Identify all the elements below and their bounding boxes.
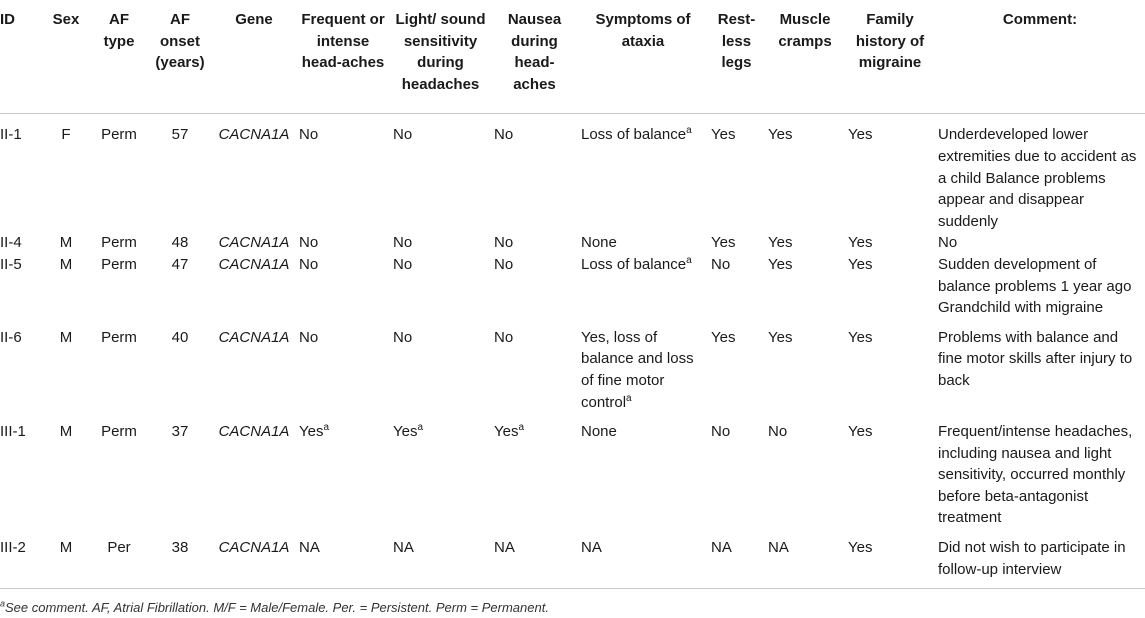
cell-sex: F [61,126,71,144]
col-header-cramps: Muscle cramps [765,0,845,114]
col-header-light-sound: Light/ sound sensitivity during headaches [390,0,491,114]
cell-af-onset: 37 [171,423,189,441]
cell-sex: M [42,529,90,589]
cell-id: II-5 [0,255,22,273]
cell-nausea: Yes$^a$ [494,422,525,441]
cell-ataxia: Yes, loss of balance and loss of fine motor control$^a$ [581,328,694,411]
cell-id: III-2 [0,529,42,589]
cell-ataxia: None [581,423,617,441]
cell-restless: No [711,255,731,273]
cell-cramps: No [768,423,788,441]
cell-ataxia: Loss of balance$^a$ [581,254,692,273]
cell-af-type: Per [90,529,148,589]
cell-sex: M [59,234,73,252]
col-header-gene: Gene [212,0,296,114]
table-row [0,114,1145,232]
cell-af-onset: 38 [148,529,212,589]
cell-af-onset: 47 [171,255,189,273]
col-header-family: Family history of migraine [845,0,935,114]
cell-comment: Frequent/intense headaches, including nausea and light sensitivity, occurred monthly before beta-antagonist treatment [938,423,1133,527]
cell-light-sound: No [393,328,413,346]
cell-nausea: No [494,328,514,346]
cell-cramps: Yes [768,126,793,144]
cell-headaches: No [299,328,319,346]
cell-family: Yes [848,328,873,346]
cell-sex: M [59,328,73,346]
cell-restless: NA [708,529,765,589]
footnote-marker: a [0,598,6,609]
cell-restless: Yes [711,234,736,252]
cell-gene: CACNA1A [218,255,290,273]
col-header-comment: Comment: [935,0,1145,114]
table-row [0,529,1145,589]
cell-af-type: Perm [101,423,137,441]
cell-af-type: Perm [101,328,137,346]
cell-nausea: NA [491,529,578,589]
cell-cramps: Yes [768,328,793,346]
cell-comment: No [938,234,958,252]
col-header-ataxia: Symptoms of ataxia [578,0,708,114]
cell-restless: No [711,423,731,441]
cell-sex: M [59,423,73,441]
cell-af-onset: 40 [171,328,189,346]
cell-headaches: NA [296,529,390,589]
header-row [0,0,1145,114]
col-header-id: ID [0,0,42,114]
col-header-af-type: AF type [90,0,148,114]
cell-family: Yes [848,423,873,441]
col-header-restless: Rest-less legs [708,0,765,114]
cell-ataxia: None [581,234,617,252]
cell-id: III-1 [0,423,26,441]
cell-comment: Problems with balance and fine motor skills after injury to back [938,328,1133,389]
col-header-nausea: Nausea during head-aches [491,0,578,114]
col-header-af-onset: AF onset (years) [148,0,212,114]
col-header-headaches: Frequent or intense head-aches [296,0,390,114]
cell-restless: Yes [711,126,736,144]
cell-gene: CACNA1A [218,423,290,441]
cell-gene: CACNA1A [218,328,290,346]
cell-comment: Sudden development of balance problems 1 year ago Grandchild with migraine [938,255,1132,317]
col-header-sex: Sex [42,0,90,114]
cell-light-sound: No [393,255,413,273]
cell-nausea: No [494,234,514,252]
cell-comment: Underdeveloped lower extremities due to accident as a child Balance problems appear and disappear suddenly [938,126,1137,230]
table-row [0,254,1145,319]
cell-id: II-1 [0,126,22,144]
cell-cramps: NA [765,529,845,589]
cell-gene: CACNA1A [212,529,296,589]
cell-family: Yes [848,234,873,252]
cell-light-sound: No [393,234,413,252]
cell-sex: M [59,255,73,273]
cell-af-onset: 48 [171,234,189,252]
cell-af-onset: 57 [171,126,189,144]
cell-gene: CACNA1A [218,126,290,144]
cell-nausea: No [494,255,514,273]
cell-light-sound: Yes$^a$ [393,422,424,441]
footnote-text: See comment. AF, Atrial Fibrillation. M/F = Male/Female. Per. = Persistent. Perm = Permanent. [5,600,549,615]
cell-restless: Yes [711,328,736,346]
cell-cramps: Yes [768,234,793,252]
cell-id: II-6 [0,328,22,346]
cell-ataxia: NA [578,529,708,589]
cell-family: Yes [845,529,935,589]
cell-ataxia: Loss of balance$^a$ [581,125,692,144]
cell-gene: CACNA1A [218,234,290,252]
cell-light-sound: NA [390,529,491,589]
cell-comment: Did not wish to participate in follow-up interview [935,529,1145,589]
cell-family: Yes [848,126,873,144]
table-row [0,319,1145,413]
table-footnote [0,600,549,615]
cell-af-type: Perm [101,234,137,252]
cell-headaches: No [299,255,319,273]
cell-af-type: Perm [101,255,137,273]
table-row [0,232,1145,254]
cell-headaches: Yes$^a$ [299,422,330,441]
cell-family: Yes [848,255,873,273]
cell-headaches: No [299,234,319,252]
table-row [0,413,1145,529]
cell-headaches: No [299,126,319,144]
cell-light-sound: No [393,126,413,144]
cell-nausea: No [494,126,514,144]
cell-af-type: Perm [101,126,137,144]
cell-id: II-4 [0,234,22,252]
cell-cramps: Yes [768,255,793,273]
